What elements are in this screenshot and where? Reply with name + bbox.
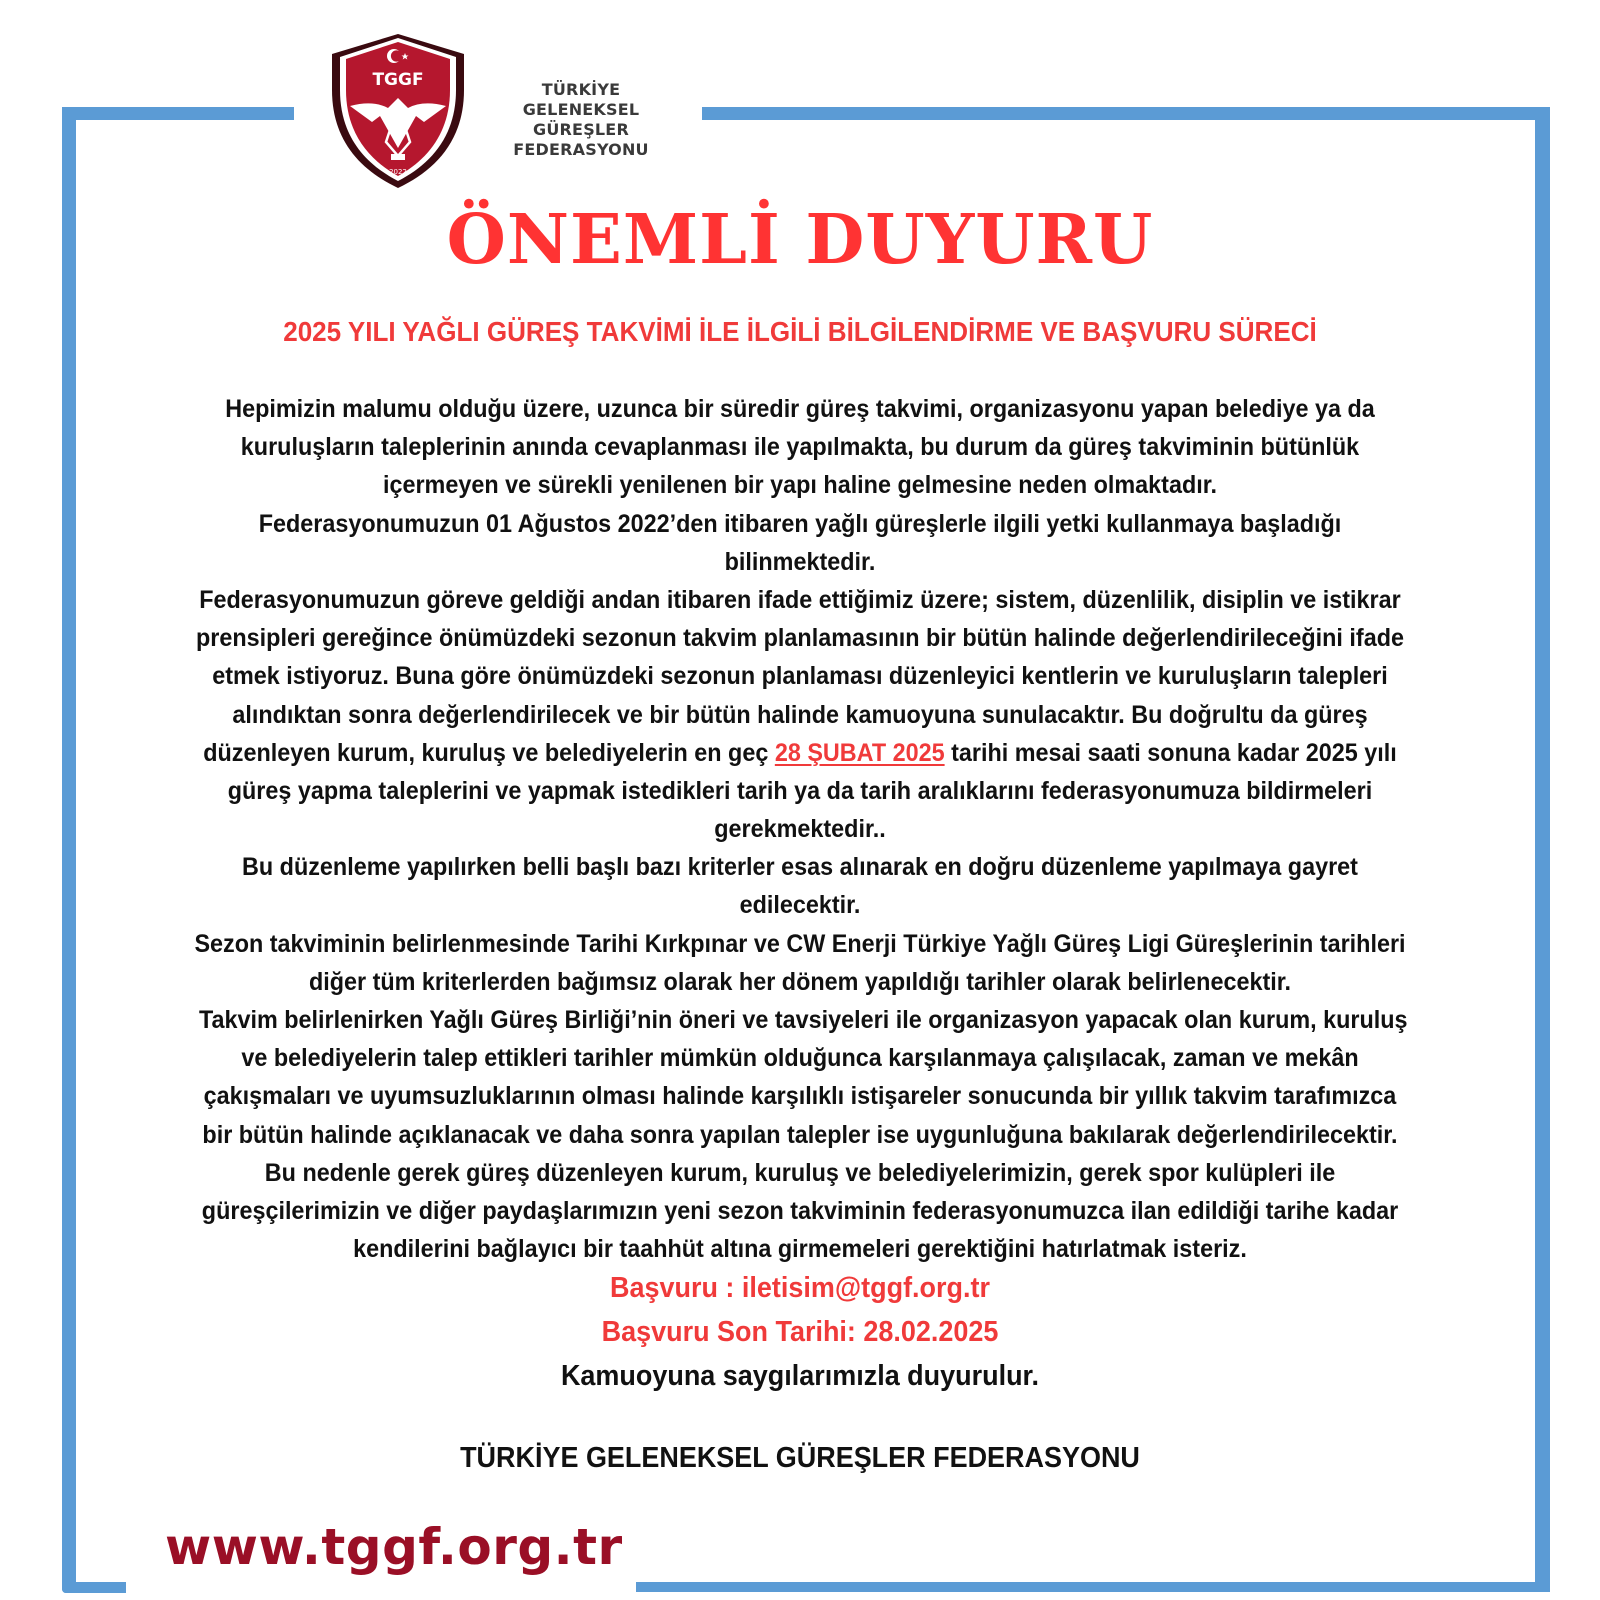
org-name-line: FEDERASYONU: [513, 140, 649, 159]
application-deadline: Başvuru Son Tarihi: 28.02.2025: [601, 1316, 999, 1348]
emblem-text: TGGF: [372, 70, 424, 90]
announcement-title: ÖNEMLİ DUYURU: [446, 200, 1154, 280]
body-line: Bu düzenleme yapılırken belli başlı bazı kriterler esas alınarak en doğru düzenleme yapılmaya gayret: [242, 853, 1358, 882]
org-name: [476, 80, 686, 160]
body-line: Bu nedenle gerek güreş düzenleyen kurum, kuruluş ve belediyelerimizin, gerek spor kulüpleri ile: [264, 1158, 1336, 1187]
closing-text: Kamuoyuna saygılarımızla duyurulur.: [560, 1360, 1040, 1392]
emblem-year: 2022: [389, 168, 407, 176]
body-line: Takvim belirlenirken Yağlı Güreş Birliği’nin öneri ve tavsiyeleri ile organizasyon yapacak olan kurum, kuruluş: [192, 1006, 1408, 1034]
deadline-before: düzenleyen kurum, kuruluş ve belediyelerin en geç: [203, 738, 775, 767]
body-line: diğer tüm kriterlerden bağımsız olarak her dönem yapıldığı tarihler olarak belirlenecektir.: [308, 967, 1292, 996]
body-line: prensipleri gereğince önümüzdeki sezonun takvim planlamasının bir bütün halinde değerlendirileceğini ifade: [196, 624, 1404, 653]
body-line: Hepimizin malumu olduğu üzere, uzunca bir süredir güreş takvimi, organizasyonu yapan belediye ya da: [225, 395, 1375, 423]
body-line: içermeyen ve sürekli yenilenen bir yapı haline gelmesine neden olmaktadır.: [382, 471, 1218, 500]
frame-top-right: [702, 107, 1550, 120]
body-line: Federasyonumuzun 01 Ağustos 2022’den itibaren yağlı güreşlerle ilgili yetki kullanmaya başladığı: [258, 509, 1342, 538]
signature: TÜRKİYE GELENEKSEL GÜREŞLER FEDERASYONU: [460, 1442, 1140, 1474]
website-link[interactable]: www.tggf.org.tr: [165, 1518, 623, 1576]
tggf-logo: [328, 30, 468, 190]
body-line: çakışmaları ve uyumsuzluklarının olması halinde karşılıklı istişareler sonucunda bir yıllık takvim tarafımızca: [203, 1082, 1397, 1111]
body-line: bir bütün halinde açıklanacak ve daha sonra yapılan talepler ise uygunluğuna bakılarak değerlendirilecektir.: [202, 1120, 1398, 1149]
deadline-date-link[interactable]: 28 ŞUBAT 2025: [774, 738, 945, 767]
body-line: kuruluşların taleplerinin anında cevaplanması ile yapılmakta, bu durum da güreş takviminin bütünlük: [240, 433, 1360, 462]
body-line: güreş yapma taleplerini ve yapmak istedikleri tarih ya da tarih aralıklarını federasyonumuza bildirmeleri: [227, 776, 1373, 805]
body-line: Sezon takviminin belirlenmesinde Tarihi Kırkpınar ve CW Enerji Türkiye Yağlı Güreş Ligi Güreşlerinin tarihleri: [194, 929, 1406, 958]
deadline-line: [52, 734, 1548, 772]
frame-bottom-left: [62, 1582, 126, 1593]
body-line: edilecektir.: [739, 891, 861, 920]
body-line: ve belediyelerin talep ettikleri tarihler mümkün olduğunca karşılanmaya çalışılacak, zaman ve mekân: [241, 1044, 1359, 1073]
announcement-body: [0, 390, 1600, 1268]
deadline-after: tarihi mesai saati sonuna kadar 2025 yılı: [944, 738, 1397, 767]
frame-top-left: [62, 107, 294, 120]
body-line: kendilerini bağlayıcı bir taahhüt altına girmemeleri gerektiğini hatırlatmak isteriz.: [353, 1235, 1247, 1264]
body-line: alındıktan sonra değerlendirilecek ve bir bütün halinde kamuoyuna sunulacaktır. Bu doğrultu da güreş: [232, 700, 1368, 729]
body-line: güreşçilerimizin ve diğer paydaşlarımızın yeni sezon takviminin federasyonumuzca ilan edildiği tarihe kadar: [201, 1196, 1399, 1225]
body-line: bilinmektedir.: [724, 547, 876, 576]
body-line: gerekmektedir..: [714, 815, 886, 844]
org-name-line: TÜRKİYE: [541, 80, 621, 99]
application-email[interactable]: Başvuru : iletisim@tggf.org.tr: [610, 1272, 990, 1304]
body-line: etmek istiyoruz. Buna göre önümüzdeki sezonun planlaması düzenleyici kentlerin ve kuruluşların talepleri: [212, 662, 1388, 691]
shield-emblem-icon: [328, 30, 468, 190]
announcement-subtitle: 2025 YILI YAĞLI GÜREŞ TAKVİMİ İLE İLGİLİ BİLGİLENDİRME VE BAŞVURU SÜRECİ: [283, 316, 1317, 347]
frame-bottom-right: [636, 1582, 1548, 1592]
body-line: Federasyonumuzun göreve geldiği andan itibaren ifade ettiğimiz üzere; sistem, düzenlilik, disiplin ve istikrar: [199, 585, 1401, 614]
org-name-line: GELENEKSEL GÜREŞLER: [522, 100, 640, 139]
